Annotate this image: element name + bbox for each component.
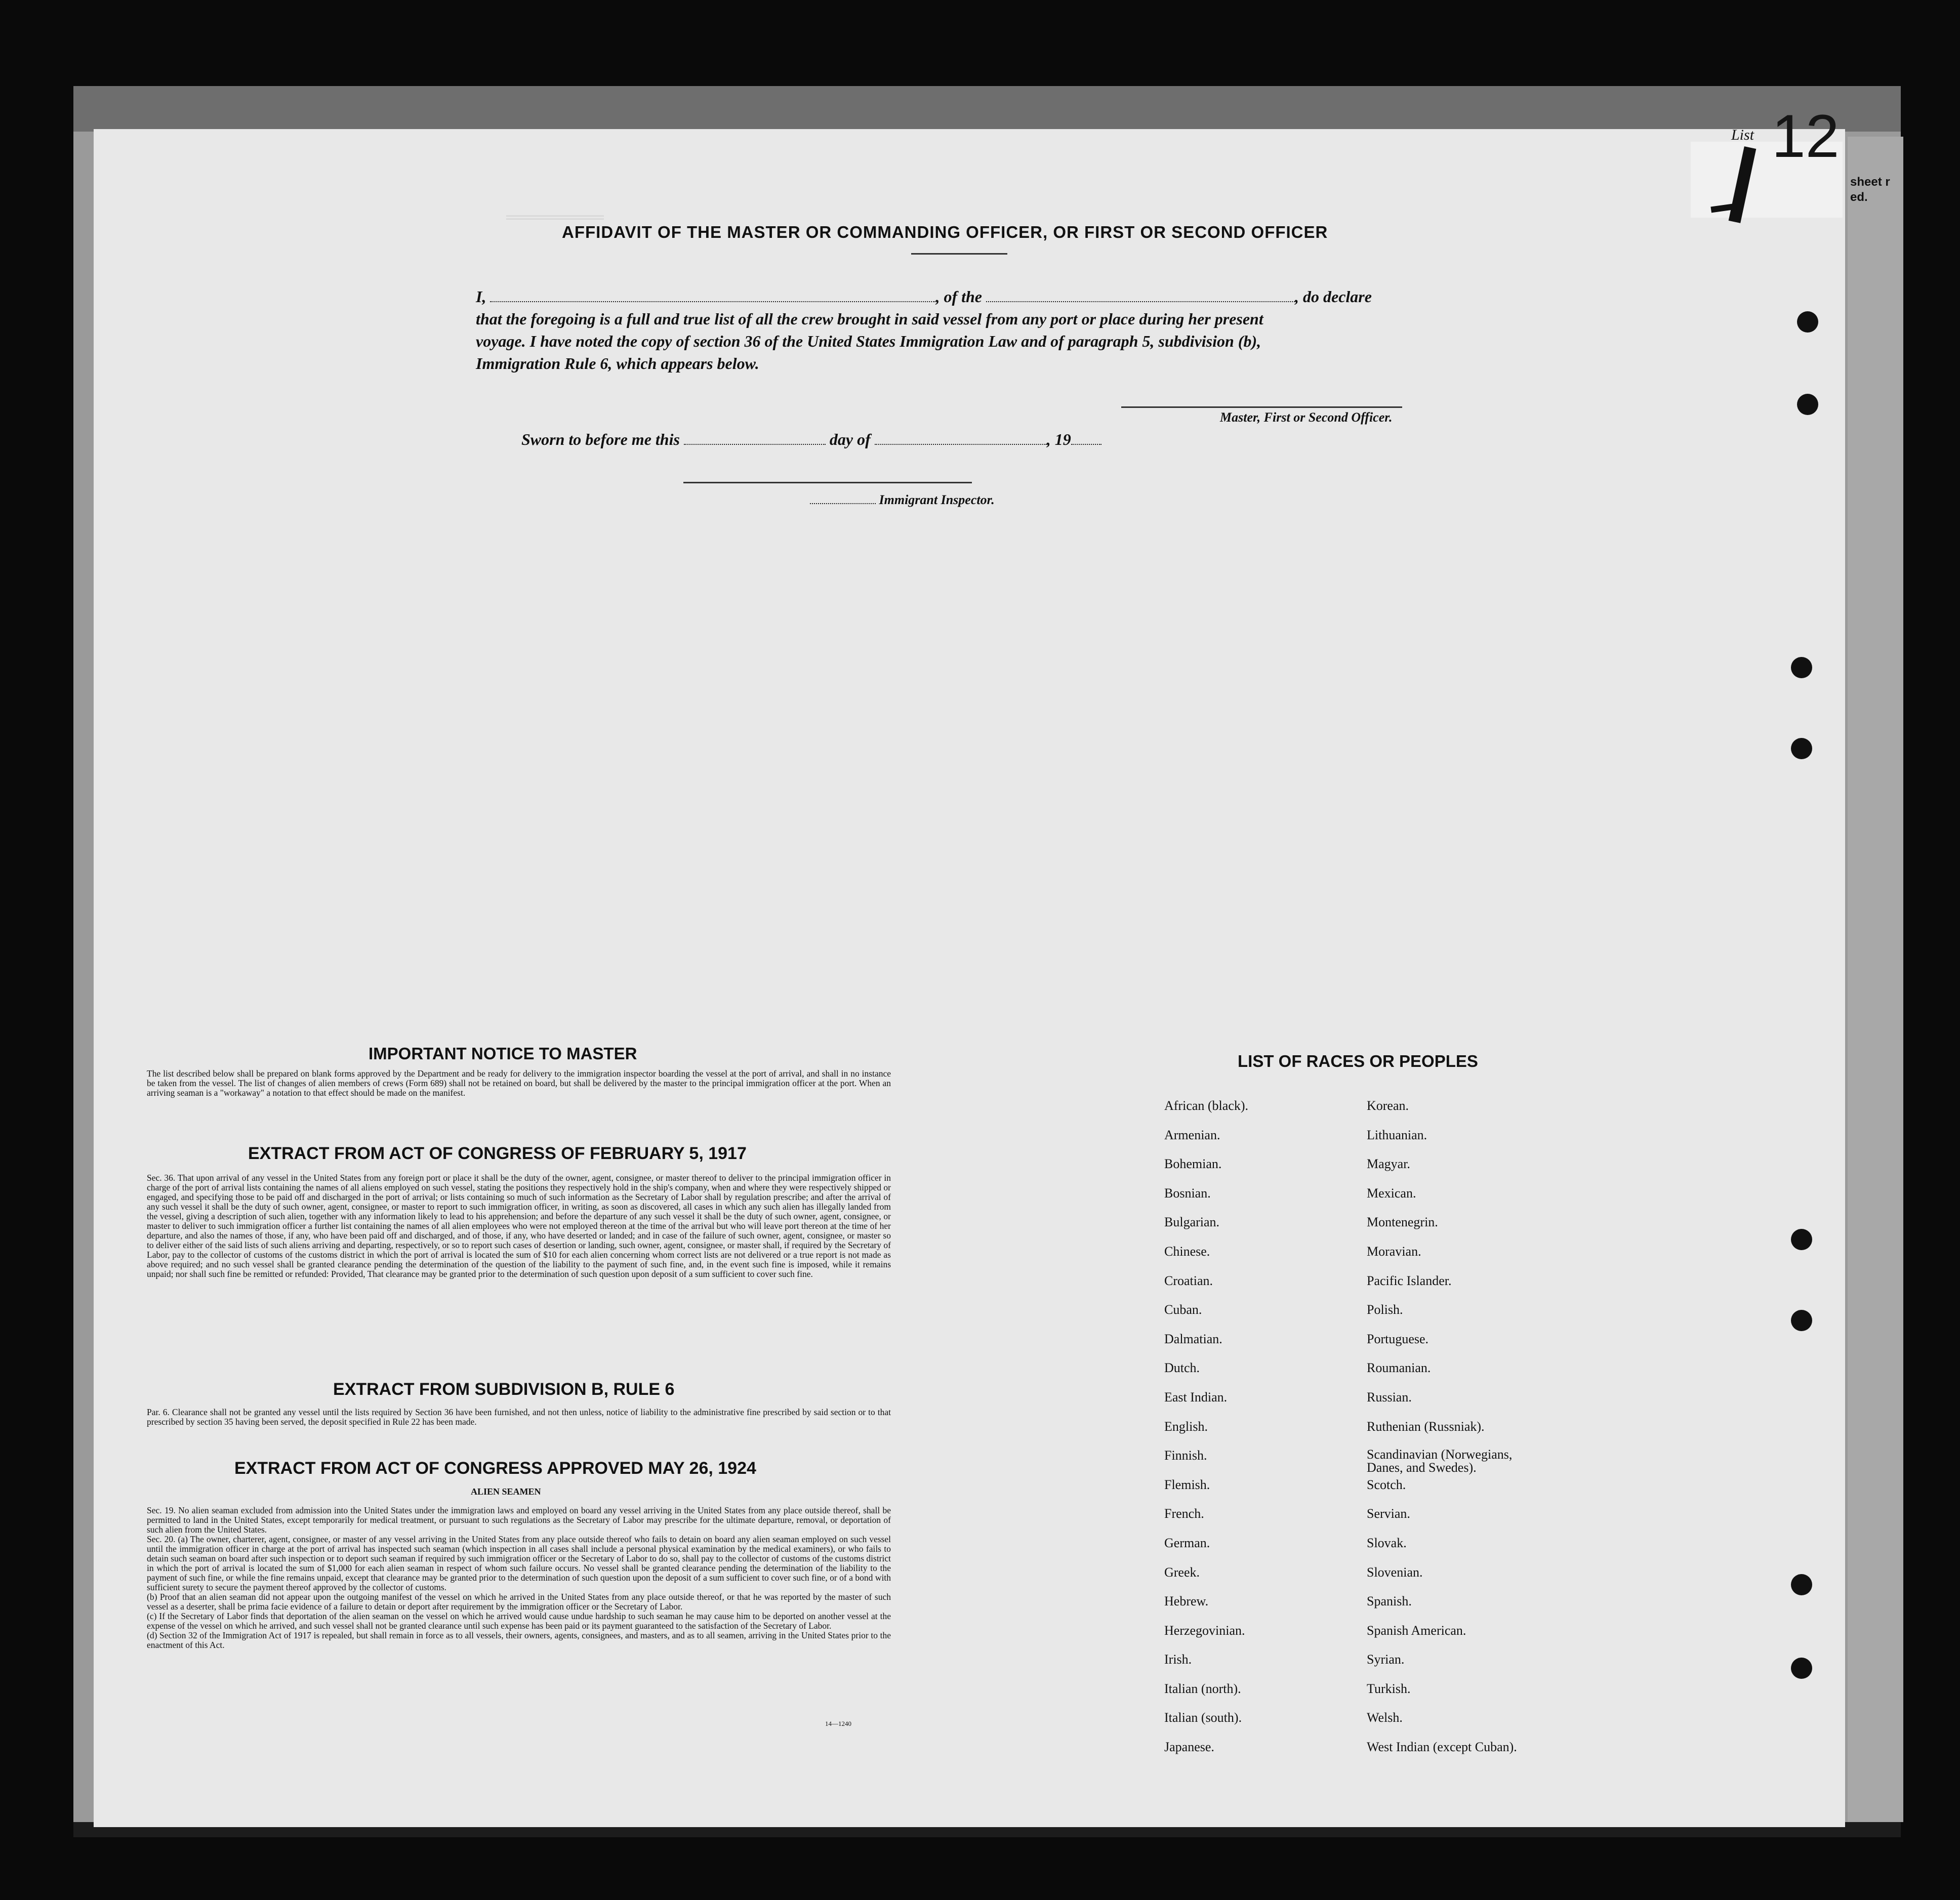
race-item: Ruthenian (Russniak).: [1367, 1419, 1485, 1434]
punch-hole: [1797, 394, 1818, 415]
race-item: Japanese.: [1164, 1740, 1214, 1755]
race-item: West Indian (except Cuban).: [1367, 1740, 1517, 1755]
inspector-signature-label: [810, 492, 995, 508]
affidavit-line-2: that the foregoing is a full and true list of all the crew brought in said vessel from any port or place during her present: [476, 310, 1263, 328]
race-item: Dutch.: [1164, 1360, 1200, 1376]
race-item: Herzegovinian.: [1164, 1623, 1245, 1638]
race-item: English.: [1164, 1419, 1208, 1434]
master-signature-line[interactable]: [1121, 406, 1402, 408]
race-item: Italian (south).: [1164, 1710, 1242, 1725]
affidavit-title: AFFIDAVIT OF THE MASTER OR COMMANDING OFFICER, OR FIRST OR SECOND OFFICER: [562, 223, 1328, 241]
punch-hole: [1791, 1310, 1812, 1331]
affidavit-line-1: [476, 287, 1372, 306]
inspector-label-text: Immigrant Inspector.: [879, 492, 995, 507]
punch-hole: [1791, 1574, 1812, 1595]
race-item: Hebrew.: [1164, 1594, 1209, 1609]
affidavit-do-declare: , do declare: [1295, 287, 1372, 306]
sworn-month-blank[interactable]: [875, 432, 1047, 445]
race-item: Welsh.: [1367, 1710, 1403, 1725]
race-item: Syrian.: [1367, 1652, 1405, 1667]
inspector-signature-line[interactable]: [683, 482, 972, 483]
race-item: Irish.: [1164, 1652, 1192, 1667]
punch-hole: [1797, 311, 1818, 333]
race-item: Roumanian.: [1367, 1360, 1431, 1376]
race-item: Bosnian.: [1164, 1185, 1211, 1201]
affidavit-line-4: Immigration Rule 6, which appears below.: [476, 354, 759, 373]
extract-1924-paragraph: (d) Section 32 of the Immigration Act of 1917 is repealed, but shall remain in force as to all vessels, their owners, agents, consignees, and masters, and as to all seamen, arriving in the United States prior to the enactment of this Act.: [147, 1630, 891, 1650]
sheet-note-line: ed.: [1850, 190, 1868, 204]
punch-hole: [1791, 738, 1812, 759]
master-signature-label: Master, First or Second Officer.: [1220, 410, 1393, 425]
list-number: 12: [1772, 102, 1840, 170]
extract-rule6-heading: EXTRACT FROM SUBDIVISION B, RULE 6: [333, 1380, 675, 1399]
race-item: Croatian.: [1164, 1273, 1213, 1288]
race-item: Russian.: [1367, 1389, 1412, 1405]
race-item: Korean.: [1367, 1098, 1409, 1113]
race-item: Flemish.: [1164, 1477, 1210, 1492]
race-item: Pacific Islander.: [1367, 1273, 1452, 1288]
race-item: Mexican.: [1367, 1185, 1416, 1201]
race-item: Dalmatian.: [1164, 1331, 1222, 1346]
notice-text: The list described below shall be prepared on blank forms approved by the Department and be ready for delivery to the immigration inspector boarding the vessel at the port of arrival, and shall in no instance be taken from the vessel. The list of changes of alien members of crews (Form 689) shall not be retained on board, but shall be delivered by the master to the principal immigration officer at the port. When an arriving seaman is a "workaway" a notation to that effect should be made on the manifest.: [147, 1068, 891, 1098]
sheet-note-line: sheet r: [1850, 175, 1890, 189]
inspector-dots: [810, 495, 876, 504]
extract-1924-body: [147, 1506, 891, 1650]
notice-heading: IMPORTANT NOTICE TO MASTER: [369, 1044, 637, 1063]
races-column-1: [1164, 1098, 1367, 1769]
sworn-day-blank[interactable]: [684, 432, 826, 445]
extract-1924-paragraph: Sec. 20. (a) The owner, charterer, agent, consignee, or master of any vessel arriving in the United States from any place outside thereof who fails to detain on board any alien seaman employed on such vessel until the immigration officer in charge at the port of arrival has inspected such seaman (which inspection in all cases shall include a personal physical examination by the medical examiners), or who fails to detain such seaman on board after such inspection or to deport such seaman if required by such immigration officer or the Secretary of Labor to do so, shall pay to the collector of customs of the customs district in which the port of arrival is located the sum of $1,000 for each alien seaman in respect of whom such failure occurs. No vessel shall be granted clearance pending the determination of the liability to the payment of such fine, or while the fine remains unpaid, except that clearance may be granted prior to the determination of such question upon the deposit of a sum sufficient to cover such fine, or of a bond with sufficient surety to secure the payment thereof approved by the collector of customs.: [147, 1534, 891, 1592]
races-column-2: [1367, 1098, 1549, 1769]
affidavit-line-3: voyage. I have noted the copy of section 36 of the United States Immigration Law and of paragraph 5, subdivision (b),: [476, 332, 1261, 350]
sworn-year-blank[interactable]: [1071, 432, 1101, 445]
punch-hole: [1791, 1658, 1812, 1679]
race-item: Scandinavian (Norwegians, Danes, and Swedes).: [1367, 1447, 1513, 1475]
extract-1917-text: Sec. 36. That upon arrival of any vessel in the United States from any foreign port or place it shall be the duty of the owner, agent, consignee, or master thereof to deliver to the principal immigration officer in charge of the port of arrival lists containing the names of all aliens employed on such vessel, stating the positions they respectively hold in the ship's company, when and where they were respectively shipped or engaged, and specifying those to be paid off and discharged in the port of arrival; or lists containing so much of such information as the Secretary of Labor shall by regulation prescribe; and after the arrival of any such vessel it shall be the duty of such owner, agent, consignee, or master to report to such immigration officer, in writing, as soon as discovered, all cases in which any such alien has illegally landed from the vessel, giving a description of such alien, together with any information likely to lead to his apprehension; and before the departure of any such vessel it shall be the duty of such owner, agent, consignee, or master to deliver to such immigration officer a further list containing the names of all alien employees who were not employed thereon at the time of the arrival but who will leave port thereon at the time of her departure, and also the names of those, if any, who have been paid off and discharged, and of those, if any, who have deserted or landed; and in case of the failure of such owner, agent, consignee, or master so to deliver either of the said lists of such aliens arriving and departing, respectively, or so to report such cases of desertion or landing, such owner, agent, consignee, or master shall, if required by the Secretary of Labor, pay to the collector of customs of the customs district in which the port of arrival is located the sum of $10 for each alien concerning whom correct lists are not delivered or a true report is not made as above required; and no such vessel shall be granted clearance pending the determination of the question of the liability to the payment of such fine, and, in the event such fine is imposed, while it remains unpaid; nor shall such fine be remitted or refunded: Provided, That clearance may be granted prior to the determination of such question upon deposit of a sum sufficient to cover such fine.: [147, 1173, 891, 1279]
extract-1924-paragraph: (c) If the Secretary of Labor finds that deportation of the alien seaman on the vessel on which he arrived would cause undue hardship to such seaman he may cause him to be deported on another vessel at the expense of the vessel on which he arrived, and such vessel shall not be granted clearance until such expense has been paid or its payment guaranteed to the satisfaction of the Secretary of Labor.: [147, 1611, 891, 1631]
race-item: African (black).: [1164, 1098, 1249, 1113]
race-item: German.: [1164, 1535, 1210, 1550]
punch-hole: [1791, 657, 1812, 678]
list-label: List: [1731, 127, 1754, 143]
race-item: East Indian.: [1164, 1389, 1228, 1405]
sworn-year: , 19: [1046, 430, 1071, 448]
sworn-prefix: Sworn to before me this: [521, 430, 680, 448]
race-item: Montenegrin.: [1367, 1215, 1438, 1230]
races-heading: LIST OF RACES OR PEOPLES: [1238, 1052, 1478, 1070]
race-item: Spanish.: [1367, 1594, 1412, 1609]
form-code: 14—1240: [825, 1720, 851, 1727]
race-item: Bulgarian.: [1164, 1215, 1220, 1230]
race-item: Scotch.: [1367, 1477, 1406, 1492]
race-item: Moravian.: [1367, 1244, 1421, 1259]
name-blank[interactable]: [490, 289, 935, 302]
race-item: Cuban.: [1164, 1302, 1202, 1317]
affidavit-i: I,: [476, 287, 486, 306]
underlying-sheet-edge: [73, 86, 1901, 132]
race-item: Bohemian.: [1164, 1156, 1222, 1172]
race-item: Turkish.: [1367, 1681, 1411, 1696]
extract-1917-heading: EXTRACT FROM ACT OF CONGRESS OF FEBRUARY 5, 1917: [248, 1144, 747, 1163]
race-item: Greek.: [1164, 1564, 1200, 1580]
extract-1924-heading: EXTRACT FROM ACT OF CONGRESS APPROVED MAY 26, 1924: [234, 1459, 756, 1478]
race-item: Italian (north).: [1164, 1681, 1241, 1696]
sworn-line: [521, 430, 1101, 449]
race-item: Armenian.: [1164, 1127, 1220, 1142]
race-item: Magyar.: [1367, 1156, 1410, 1172]
race-item: Finnish.: [1164, 1448, 1207, 1463]
extract-1924-paragraph: (b) Proof that an alien seaman did not appear upon the outgoing manifest of the vessel on which he arrived in the United States from any place outside thereof, or that he was reported by the master of such vessel as a deserter, shall be prima facie evidence of a failure to detain or deport after requirement by the immigration officer or the Secretary of Labor.: [147, 1592, 891, 1612]
sheet-note: [1850, 175, 1890, 205]
race-item: Portuguese.: [1367, 1331, 1429, 1346]
race-item: Spanish American.: [1367, 1623, 1466, 1638]
title-rule: [911, 253, 1007, 255]
underlying-sheet-right-edge: [1848, 137, 1903, 1822]
race-item: Polish.: [1367, 1302, 1403, 1317]
punch-hole: [1791, 1229, 1812, 1250]
extract-1924-subheading: ALIEN SEAMEN: [471, 1486, 541, 1497]
sworn-day-of: day of: [829, 430, 871, 448]
race-item: French.: [1164, 1506, 1204, 1521]
vessel-blank[interactable]: [986, 289, 1295, 302]
extract-rule6-text: Par. 6. Clearance shall not be granted any vessel until the lists required by Section 36 have been furnished, and not then unless, notice of liability to the administrative fine prescribed by said section or to that prescribed by section 35 having been served, the deposit specified in Rule 22 has been made.: [147, 1407, 891, 1427]
race-item: Slovenian.: [1367, 1564, 1423, 1580]
race-item: Servian.: [1367, 1506, 1410, 1521]
race-item: Slovak.: [1367, 1535, 1407, 1550]
race-item: Chinese.: [1164, 1244, 1210, 1259]
affidavit-of-the: , of the: [935, 287, 982, 306]
race-item: Lithuanian.: [1367, 1127, 1427, 1142]
extract-1924-paragraph: Sec. 19. No alien seaman excluded from admission into the United States under the immigration laws and employed on board any vessel arriving in the United States from any place outside thereof, shall be permitted to land in the United States, except temporarily for medical treatment, or pursuant to such regulations as the Secretary of Labor may prescribe for the ultimate departure, removal, or deportation of such alien from the United States.: [147, 1505, 891, 1535]
